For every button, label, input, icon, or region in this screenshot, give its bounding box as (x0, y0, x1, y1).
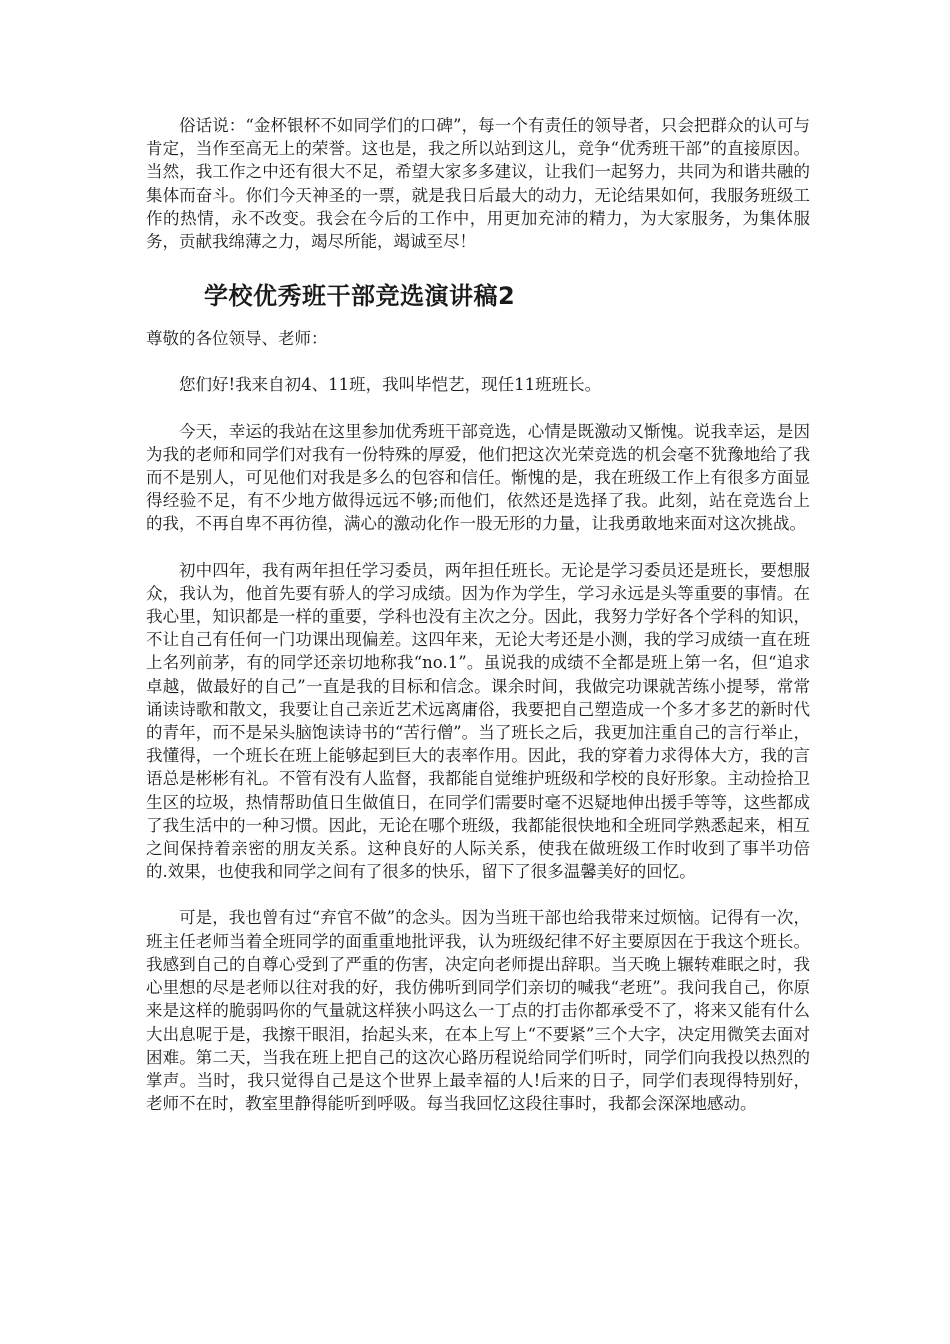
body-paragraph-resign-thought: 可是，我也曾有过“弃官不做”的念头。因为当班干部也给我带来过烦恼。记得有一次，班主任老师当着全班同学的面重重地批评我，认为班级纪律不好主要原因在于我这个班长。我感到自己的自尊心受到了严重的伤害，决定向老师提出辞职。当天晚上辗转难眠之时，我心里想的尽是老师以往对我的好，我仿佛听到同学们亲切的喊我“老班”。我问我自己，你原来是这样的脆弱吗你的气量就这样狭小吗这么一丁点的打击你都承受不了，将来又能有什么大出息呢于是，我擦干眼泪，抬起头来，在本上写上“不要紧”三个大字，决定用微笑去面对困难。第二天，当我在班上把自己的这次心路历程说给同学们听时，同学们向我投以热烈的掌声。当时，我只觉得自己是这个世界上最幸福的人!后来的日子，同学们表现得特别好，老师不在时，教室里静得能听到呼吸。每当我回忆这段往事时，我都会深深地感动。 (146, 908, 810, 1114)
body-paragraph-four-years: 初中四年，我有两年担任学习委员，两年担任班长。无论是学习委员还是班长，要想服众，我认为，他首先要有骄人的学习成绩。因为作为学生，学习永远是头等重要的事情。在我心里，知识都是一样的重要，学科也没有主次之分。因此，我努力学好各个学科的知识，不让自己有任何一门功课出现偏差。这四年来，无论大考还是小测，我的学习成绩一直在班上名列前茅，有的同学还亲切地称我“no.1”。虽说我的成绩不全都是班上第一名，但“追求卓越，做最好的自己”一直是我的目标和信念。课余时间，我做完功课就苦练小提琴，常常诵读诗歌和散文，我要让自己亲近艺术远离庸俗，我要把自己塑造成一个多才多艺的新时代的青年，而不是呆头脑饱读诗书的“苦行僧”。当了班长之后，我更加注重自己的言行举止，我懂得，一个班长在班上能够起到巨大的表率作用。因此，我的穿着力求得体大方，我的言语总是彬彬有礼。不管有没有人监督，我都能自觉维护班级和学校的良好形象。主动捡拾卫生区的垃圾，热情帮助值日生做值日，在同学们需要时毫不迟疑地伸出援手等等，这些都成了我生活中的一种习惯。因此，无论在哪个班级，我都能很快地和全班同学熟悉起来，相互之间保持着亲密的朋友关系。这种良好的人际关系，使我在做班级工作时收到了事半功倍的.效果，也使我和同学之间有了很多的快乐，留下了很多温馨美好的回忆。 (146, 560, 810, 882)
body-paragraph-today: 今天，幸运的我站在这里参加优秀班干部竞选，心情是既激动又惭愧。说我幸运，是因为我的老师和同学们对我有一份特殊的厚爱，他们把这次光荣竞选的机会毫不犹豫地给了我而不是别人，可见他们对我是多么的包容和信任。惭愧的是，我在班级工作上有很多方面显得经验不足，有不少地方做得远远不够;而他们，依然还是选择了我。此刻，站在竞选台上的我，不再自卑不再彷徨，满心的激动化作一股无形的力量，让我勇敢地来面对这次挑战。 (146, 421, 810, 534)
body-paragraph-greeting: 您们好!我来自初4、11班，我叫毕恺艺，现任11班班长。 (179, 375, 602, 395)
document-page (146, 114, 810, 1115)
salutation: 尊敬的各位领导、老师： (146, 329, 328, 349)
document-title: 学校优秀班干部竞选演讲稿2 (204, 282, 516, 311)
intro-paragraph: 俗话说：“金杯银杯不如同学们的口碑”，每一个有责任的领导者，只会把群众的认可与肯定，当作至高无上的荣誉。这也是，我之所以站到这儿，竞争“优秀班干部”的直接原因。当然，我工作之中还有很大不足，希望大家多多建议，让我们一起努力，共同为和谐共融的集体而奋斗。你们今天神圣的一票，就是我日后最大的动力，无论结果如何，我服务班级工作的热情，永不改变。我会在今后的工作中，用更加充沛的精力，为大家服务，为集体服务，贡献我绵薄之力，竭尽所能，竭诚至尽！ (146, 116, 810, 252)
